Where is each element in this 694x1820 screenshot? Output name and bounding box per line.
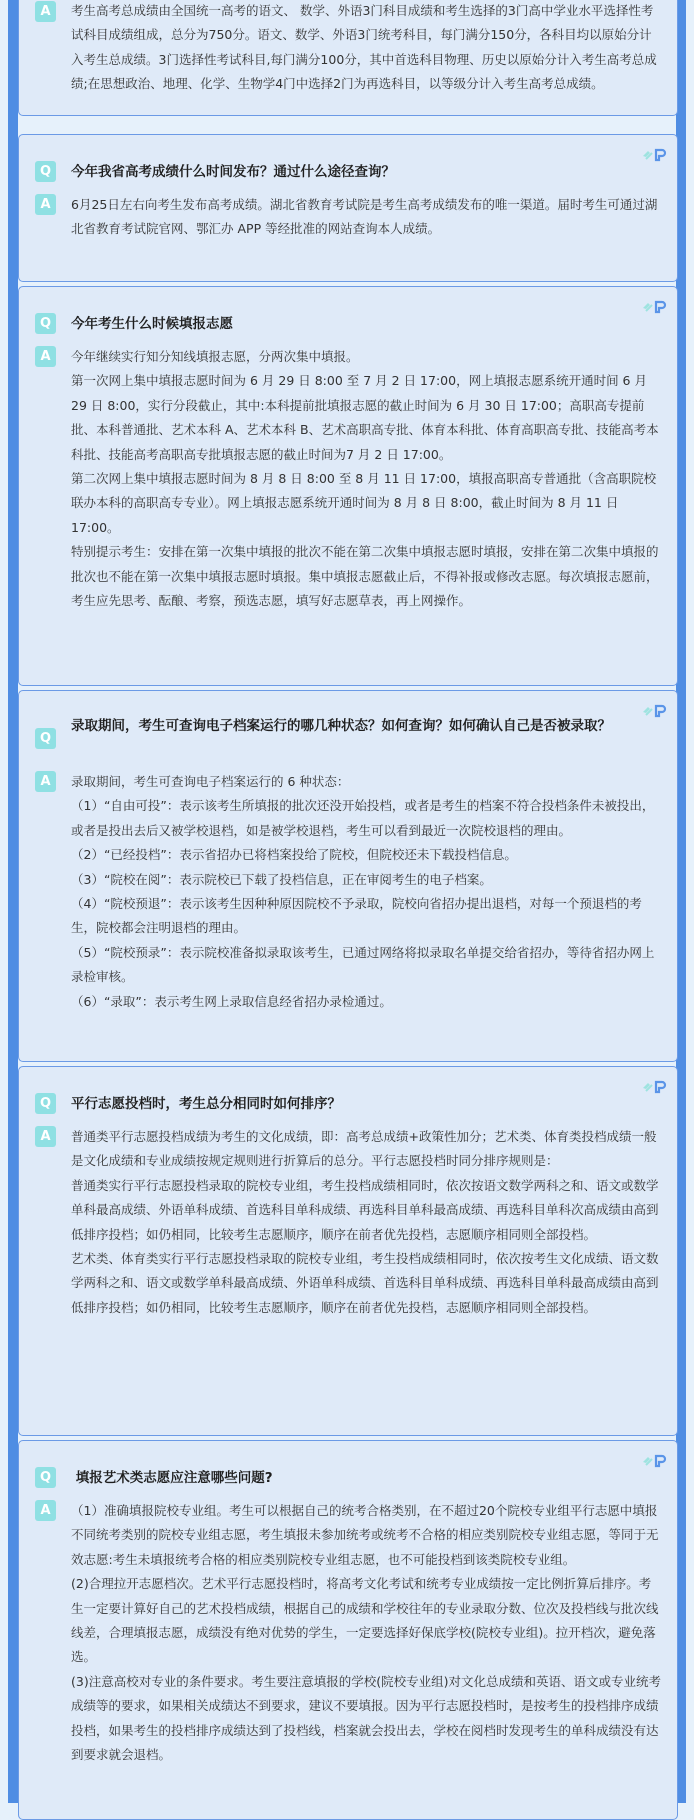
answer-badge: A — [35, 1, 56, 22]
answer-badge: A — [35, 1126, 56, 1147]
answer-row — [35, 1499, 663, 1767]
answer-badge: A — [35, 1500, 56, 1521]
answer-text — [71, 0, 663, 97]
question-text: 今年我省高考成绩什么时间发布？通过什么途径查询？ — [71, 164, 395, 180]
qa-card-scoring — [18, 0, 678, 116]
answer-paragraph: 艺术类、体育类实行平行志愿投档录取的院校专业组，考生投档成绩相同时，依次按考生文化成绩、语文数学两科之和、语文或数学单科最高成绩、外语单科成绩、首选科目单科成绩、再选科目单科最高成绩由高到低排序投档；如仍相同，比较考生志愿顺序，顺序在前者优先投档，志愿顺序相同则全部投档。 — [71, 1251, 659, 1315]
answer-row — [35, 1125, 663, 1320]
qa-card-tie-ranking — [18, 1066, 678, 1436]
answer-paragraph: （2）“已经投档”：表示省招办已将档案投给了院校，但院校还未下载投档信息。 — [71, 847, 517, 863]
question-row — [35, 713, 663, 746]
question-badge: Q — [35, 161, 56, 182]
answer-paragraph: 普通类实行平行志愿投档录取的院校专业组，考生投档成绩相同时，依次按语文数学两科之和、语文或数学单科最高成绩、外语单科成绩、首选科目单科成绩、再选科目单科最高成绩、再选科目单科次高成绩由高到低排序投档；如仍相同，比较考生志愿顺序，顺序在前者优先投档，志愿顺序相同则全部投档。 — [71, 1177, 659, 1242]
answer-paragraph: （6）“录取”：表示考生网上录取信息经省招办录检通过。 — [71, 993, 392, 1009]
answer-paragraph: (2)合理拉开志愿档次。艺术平行志愿投档时，将高考文化考试和统考专业成绩按一定比例折算后排序。考生一定要计算好自己的艺术投档成绩，根据自己的成绩和学校往年的专业录取分数、位次及投档线与批次线线差，合理填报志愿，成绩没有绝对优势的学生，一定要选择好保底学校(院校专业组)。拉开档次，避免落选。 — [71, 1576, 659, 1665]
question-text: 平行志愿投档时，考生总分相同时如何排序？ — [71, 1096, 341, 1112]
answer-paragraph: 录取期间，考生可查询电子档案运行的 6 种状态： — [71, 774, 350, 789]
answer-text — [71, 345, 663, 613]
qa-card-score-release — [18, 134, 678, 282]
answer-paragraph: （5）“院校预录”：表示院校准备拟录取该考生，已通过网络将拟录取名单提交给省招办，等待省招办网上录检审核。 — [71, 944, 655, 985]
answer-paragraph: (3)注意高校对专业的条件要求。考生要注意填报的学校(院校专业组)对文化总成绩和英语、语文或专业统考成绩等的要求，如果相关成绩达不到要求，建议不要填报。因为平行志愿投档时，是按考生的投档排序成绩投档，如果考生的投档排序成绩达到了投档线，档案就会投出去，学校在阅档时发现考生的单科成绩没有达到要求就会退档。 — [71, 1673, 661, 1763]
answer-badge: A — [35, 194, 56, 215]
answer-row — [35, 0, 663, 97]
question-badge: Q — [35, 1467, 56, 1488]
answer-text — [71, 1125, 663, 1320]
answer-paragraph: （3）“院校在阅”：表示院校已下载了投档信息，正在审阅考生的电子档案。 — [71, 871, 492, 887]
qa-card-application-time — [18, 286, 678, 686]
answer-paragraph: （1）“自由可投”：表示该考生所填报的批次还没开始投档，或者是考生的档案不符合投档条件未被投出，或者是投出去后又被学校退档，如是被学校退档，考生可以看到最近一次院校退档的理由。 — [71, 798, 655, 838]
answer-text — [71, 1499, 663, 1767]
answer-paragraph: （1）准确填报院校专业组。考生可以根据自己的统考合格类别，在不超过20个院校专业组平行志愿中填报不同统考类别的院校专业组志愿，考生填报未参加统考或统考不合格的相应类别院校专业组志愿，等同于无效志愿:考生未填报统考合格的相应类别院校专业组志愿，也不可能投档到该类院校专业组。 — [71, 1503, 659, 1567]
answer-badge: A — [35, 771, 56, 792]
answer-paragraph: 6月25日左右向考生发布高考成绩。湖北省教育考试院是考生高考成绩发布的唯一渠道。届时考生可通过湖北省教育考试院官网、鄂汇办 APP 等经批准的网站查询本人成绩。 — [71, 197, 658, 237]
answer-row — [35, 770, 663, 1014]
question-text: 录取期间，考生可查询电子档案运行的哪几种状态？如何查询？如何确认自己是否被录取？ — [71, 718, 611, 734]
question-badge: Q — [35, 1093, 56, 1114]
answer-paragraph: 今年继续实行知分知线填报志愿，分两次集中填报。 — [71, 349, 359, 364]
answer-paragraph: 考生高考总成绩由全国统一高考的语文、 数学、外语3门科目成绩和考生选择的3门高中学业水平选择性考试科目成绩组成，总分为750分。语文、数学、外语3门统考科目，每门满分150分，各科目均以原始分计入考生总成绩。3门选择性考试科目,每门满分100分，其中首选科目物理、历史以原始分计入考生高考总成绩;在思想政治、地理、化学、生物学4门中选择2门为再选科目，以等级分计入考生高考总成绩。 — [71, 3, 657, 92]
question-text: 填报艺术类志愿应注意哪些问题? — [71, 1470, 273, 1486]
answer-paragraph: （4）“院校预退”：表示该考生因种种原因院校不予录取，院校向省招办提出退档，对每一个预退档的考生，院校都会注明退档的理由。 — [71, 896, 642, 936]
answer-paragraph: 特别提示考生：安排在第一次集中填报的批次不能在第二次集中填报志愿时填报，安排在第二次集中填报的批次也不能在第一次集中填报志愿时填报。集中填报志愿截止后，不得补报或修改志愿。每次填报志愿前，考生应先思考、酝酿、考察，预选志愿，填写好志愿草表，再上网操作。 — [71, 544, 659, 609]
answer-paragraph: 普通类平行志愿投档成绩为考生的文化成绩，即：高考总成绩+政策性加分；艺术类、体育类投档成绩一般是文化成绩和专业成绩按规定规则进行折算后的总分。平行志愿投档时同分排序规则是： — [71, 1129, 657, 1169]
answer-paragraph: 第二次网上集中填报志愿时间为 8 月 8 日 8:00 至 8 月 11 日 17:00，填报高职高专普通批（含高职院校联办本科的高职高专专业）。网上填报志愿系统开通时间为 8 月 8 日 8:00，截止时间为 8 月 11 日 17:00。 — [71, 471, 657, 535]
question-text: 今年考生什么时候填报志愿 — [71, 316, 233, 332]
question-row — [35, 159, 663, 185]
question-badge: Q — [35, 313, 56, 334]
answer-paragraph: 第一次网上集中填报志愿时间为 6 月 29 日 8:00 至 7 月 2 日 17:00，网上填报志愿系统开通时间 6 月 29 日 8:00，实行分段截止，其中:本科提前批填报志愿的截止时间为 6 月 30 日 17:00；高职高专提前批、本科普通批、艺术本科 A、艺术本科 B、艺术高职高专批、体育本科批、体育高职高专批、技能高考本科批、技能高考高职高专批填报志愿的截止时间为7 月 2 日 17:00。 — [71, 373, 659, 462]
question-row — [35, 1465, 663, 1491]
answer-row — [35, 345, 663, 613]
question-row — [35, 1091, 663, 1117]
answer-text — [71, 770, 663, 1014]
answer-text — [71, 193, 663, 242]
qa-card-art-application — [18, 1440, 678, 1820]
qa-card-archive-status — [18, 690, 678, 1062]
answer-badge: A — [35, 346, 56, 367]
question-badge: Q — [35, 728, 56, 749]
answer-row — [35, 193, 663, 242]
question-row — [35, 311, 663, 337]
